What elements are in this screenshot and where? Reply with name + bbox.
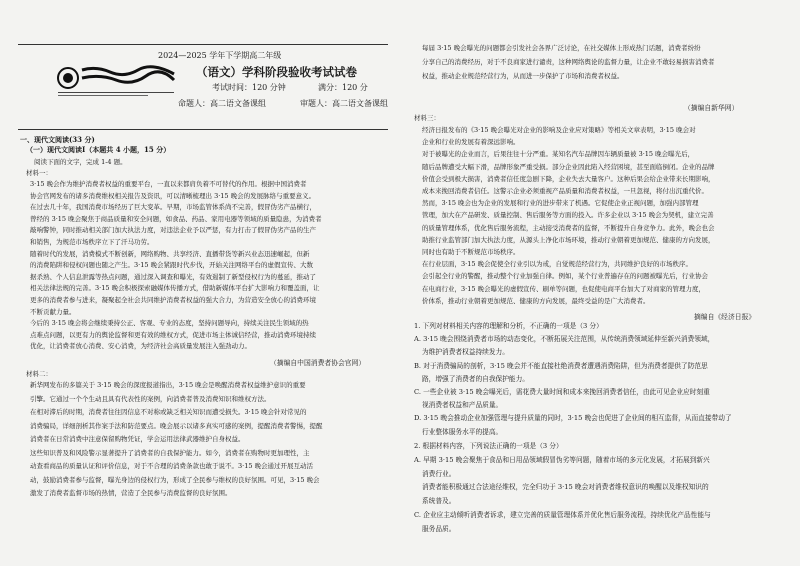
p2-line: 这些知识普及和风险警示显著提升了消费者的自我保护能力。如今，消费者在购物时更加理性，主	[30, 448, 310, 457]
p3-line: 对于被曝光的企业而言，后果往往十分严重。某知名汽车品牌因车辆质量被 3·15 晚会曝光后，	[422, 150, 695, 159]
material-2-label: 材料二：	[26, 370, 52, 378]
p1-line: 点难点问题，以更有力的舆论监督和更有效的维权方式，促进市场主体诚信经营，推动消费环境持续	[30, 330, 316, 339]
year-line: 2024—2025 学年下学期高二年级	[158, 51, 282, 60]
p2-line: 激发了消费者监督市场的热情，营造了全民参与消费监督的良好氛围。	[30, 489, 232, 497]
source-3: 摘编自《经济日报》	[694, 313, 756, 321]
p3-line: 在行业层面，3·15 晚会促使全行业引以为戒，自觉规范经营行为，共同维护良好的市场秩序。	[422, 260, 693, 269]
material-1-label: 材料一：	[26, 169, 52, 177]
p3-line: 随后品牌遭受大幅下滑，品牌形象严重受损。部分企业因此陷入经营困境，甚至面临倒闭。企业的品牌	[422, 162, 715, 171]
p1-line: 的消费陷阱和侵权问题也随之产生。3·15 晚会紧跟时代步伐，开始关注网络平台的虚假宣传、大数	[30, 261, 314, 270]
q1-line: 路，增强了消费者的自我保护能力。	[422, 374, 529, 383]
p1-line: 在过去几十年，我国消费市场经历了巨大变革。早期，市场监管体系尚不完善，假冒伪劣产品横行，	[30, 203, 316, 212]
q1-line: B. 对于消费骗局的剖析，3·15 晚会并不能直接杜绝消费者遭遇消费陷阱，但为消费者提供了防范思	[414, 361, 708, 370]
p3-line: 的质量管理体系，优化售后服务流程，主动接受消费者的监督，不断提升自身竞争力。此外，晚会也会	[422, 223, 715, 232]
right-column	[412, 0, 790, 566]
p3-line: 然而，3·15 晚会也为企业的发展和行业的进步带来了机遇。它促使企业正视问题，加强内部管理	[422, 199, 699, 208]
p2-line: 消费骗局，详细剖析其作案手法和防范要点。晚会展示以诸多真实可感的案例，提醒消费者警惕，提醒	[30, 421, 323, 430]
p2-line: 引擎。它通过一个个生动且具有代表性的案例，向消费者普及消费知识和维权方法。	[30, 394, 271, 403]
p1-line: 今后的 3·15 晚会将会继续秉持公正、客观、专业的态度，坚持问题导向，持续关注民生领域的热	[30, 319, 309, 328]
p3-line: 助推行业监管部门加大执法力度，从源头上净化市场环境，推动行业朝着更加规范、健康的方向发展，	[422, 235, 715, 244]
q1-line: 为维护消费者权益持续发力。	[422, 348, 509, 357]
p1-line: 随着时代的发展，消费模式不断创新，网络购物、共享经济、直播带货等新兴业态迅速崛起，但新	[30, 249, 310, 258]
left-column	[20, 0, 405, 566]
instruction: 阅读下面的文字，完成 1-4 题。	[34, 158, 127, 166]
p1-line: 据杀熟、个人信息泄露等热点问题，通过深入调查和曝光，有效遏制了新型侵权行为的蔓延，推动了	[30, 272, 316, 281]
p1-line: 曾经的 3·15 晚会聚焦于商品质量和安全问题，如食品、药品、家用电器等领域的质量隐患，为消费者	[30, 214, 322, 223]
p2-line: 新华网发布的多篇关于 3·15 晚会的深度报道指出，3·15 晚会是唤醒消费者权益维护意识的重要	[30, 381, 306, 389]
p3-line: 价体系，推动行业朝着更加规范、健康的方向发展，最终受益的是广大消费者。	[422, 296, 650, 305]
section-heading: 一、现代文阅读(33 分)	[20, 136, 95, 144]
p3-line: 会引起全行业的警醒，推动整个行业加强自律。例如，某个行业普遍存在的问题被曝光后，行业协会	[422, 272, 708, 281]
p2-line: 消费者在日常消费中注意保留购物凭证，学会运用法律武器维护自身权益。	[30, 435, 245, 443]
p2-line: 在相对滞后的时期，消费者往往因信息不对称或缺乏相关知识而遭受损失。3·15 晚会针对常见的	[30, 408, 307, 416]
q2-line: 消费者能积极通过合法途径维权，完全归功于 3·15 晚会对消费者维权意识的唤醒以及维权知识的	[422, 483, 709, 492]
source-2: （摘编自新华网）	[684, 104, 739, 112]
p3-line: 成本来挽回消费者信任。这警示企业必须重视产品质量和消费者权益，一旦忽视，将付出沉重代价。	[422, 187, 708, 195]
exam-reviewer: 审题人：高二语文备课组	[300, 99, 388, 108]
q1-line: 行业整体服务水平的提高。	[422, 427, 503, 436]
p3-line: 企业和行业的发展有着深远影响。	[422, 138, 520, 147]
source-1: （摘编自中国消费者协会官网）	[270, 359, 366, 367]
q1-line: 1. 下列对材料相关内容的理解和分析，不正确的一项是（3 分）	[414, 322, 603, 330]
q2-line: 消费行业。	[422, 469, 456, 478]
exam-time: 考试时间：120 分钟	[212, 83, 286, 92]
q2-line: 服务品质。	[422, 524, 456, 533]
material-3-label: 材料三：	[414, 114, 440, 122]
ptop-line: 每届 3·15 晚会曝光的问题都会引发社会各界广泛讨论，在社交媒体上形成热门话题，消费者纷纷	[422, 44, 701, 52]
exam-score: 满分：120 分	[318, 83, 368, 92]
q2-line: 2. 根据材料内容，下列说法正确的一项是（3 分）	[414, 442, 563, 450]
p2-line: 动查看商品的质量认证和评价信息，对于不合理的消费条款也敢于说不。3·15 晚会通过开展互动活	[30, 462, 314, 470]
subsection-heading: （一）现代文阅读Ⅰ（本题共 4 小题，15 分）	[26, 146, 171, 154]
p3-line: 同时也有助于不断规范市场秩序。	[422, 248, 520, 256]
p1-line: 和销售，为规范市场秩序立下了汗马功劳。	[30, 238, 154, 246]
q2-line: C. 企业应主动倾听消费者诉求，建立完善的质量管理体系并优化售后服务流程，持续优化产品性能与	[414, 511, 711, 519]
p3-line: 在电商行业，3·15 晚会曝光的虚假宣传、刷单等问题，也促使电商平台加大了对商家的管理力度，	[422, 284, 706, 293]
p1-line: 敲响警钟，同时推动相关部门加大执法力度，对违法企业予以严惩，有力打击了假冒伪劣产品的生产	[30, 226, 316, 235]
p1-line: 优化，让消费者放心消费、安心消费，为经济社会高质量发展注入强劲动力。	[30, 342, 251, 351]
q1-line: 视消费者权益和产品质量。	[422, 401, 503, 410]
exam-title: （语文）学科阶段验收考试试卷	[196, 65, 357, 79]
q2-line: 系统普及。	[422, 497, 456, 506]
exam-maker: 命题人：高二语文备课组	[178, 99, 266, 108]
ptop-line: 权益，推动企业规范经营行为，从而进一步保护了市场和消费者权益。	[422, 72, 624, 80]
p1-line: 不断贡献力量。	[30, 307, 76, 316]
p3-line: 价值会受到极大损害，消费者信任度急剧下降，企业失去大量客户。这种后果会给企业带来长期影响，	[422, 174, 715, 183]
q1-line: A. 3·15 晚会围绕消费者市场的动态变化，不断拓展关注范围，从传统消费领域延伸至新兴消费领域，	[414, 335, 715, 344]
p3-line: 管理，加大在产品研发、质量控制、售后服务等方面的投入。许多企业以 3·15 晚会为契机，建立完善	[422, 211, 714, 220]
p1-line: 3·15 晚会作为维护消费者权益的重要平台，一直以来都肩负着不可替代的作用。根据中国消费者	[30, 180, 307, 188]
p2-line: 动，鼓励消费者参与监督，曝光身边的侵权行为，形成了全民参与维权的良好氛围。可见，3·15 晚会	[30, 475, 320, 484]
p1-line: 协会官网发布的诸多消费维权相关报告及资讯，可以清晰梳理出 3·15 晚会的发展脉络与重要意义。	[30, 191, 316, 200]
q1-line: C. 一些企业被 3·15 晚会曝光后，需花费大量时间和成本来挽回消费者信任，由此可见企业应时刻重	[414, 388, 710, 396]
p1-line: 相关法律法规的完善。3·15 晚会积极探索融媒体传播方式，借助新媒体平台扩大影响力和覆盖面，让	[30, 284, 320, 293]
ptop-line: 分享自己的消费经历，对于不良商家进行谴责，这种网络舆论的监督力量，让企业不敢轻易损害消费者	[422, 58, 715, 66]
p1-line: 更多的消费者参与进来，凝聚起全社会共同维护消费者权益的强大合力，为营造安全放心的消费环境	[30, 296, 316, 304]
q2-line: A. 早期 3·15 晚会聚焦于食品和日用品领域假冒伪劣等问题，随着市场的多元化发展，才拓展到新兴	[414, 455, 710, 464]
q1-line: D. 3·15 晚会推动企业加强管理与提升质量的同时，3·15 晚会也促进了企业间的相互监督，从而直接带动了	[414, 414, 732, 423]
p3-line: 经济日报发布的《3·15 晚会曝光对企业的影响及企业应对策略》等相关文章表明，3·15 晚会对	[422, 126, 696, 134]
